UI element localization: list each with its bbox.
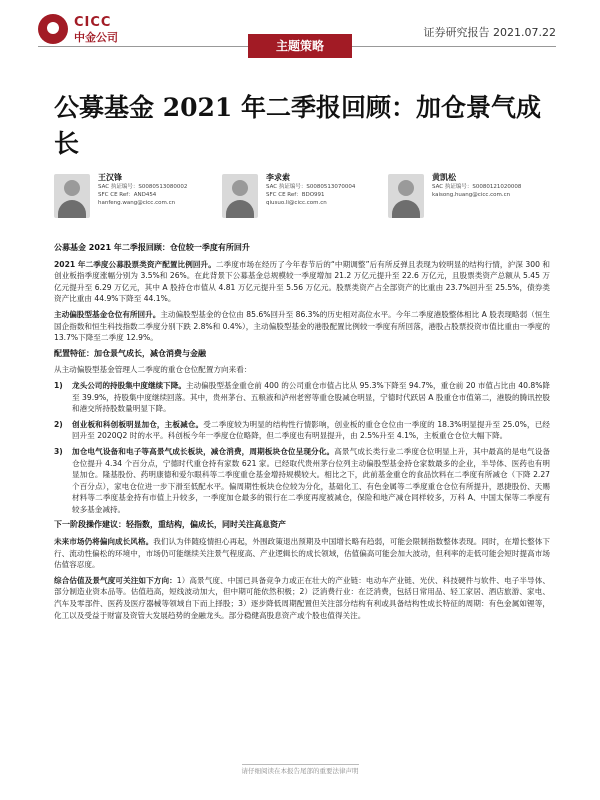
report-type-date: 证券研究报告 2021.07.22 [423,26,556,39]
brand-en: CICC [74,15,112,30]
author-sac: SAC 执证编号：S0080513070004 [266,184,356,190]
topic-tag: 主题策略 [248,34,352,58]
author-photo-icon [54,174,90,218]
brand-cn: 中金公司 [74,31,118,44]
cicc-logo [38,14,158,44]
section-heading: 公募基金 2021 年二季报回顾：仓位较一季度有所回升 [54,243,250,252]
list-item: 1) 龙头公司的持股集中度继续下降。主动偏股型基金重仓前 400 的公司重仓市值占比从 95.3%下降至 94.7%，重仓前 20 市值占比由 40.8%降至 39.9%，持股集中度继续回落。其中，贵州茅台、五粮液和泸州老窖等重仓股减仓明显，宁德时代跃居 A 股重仓市值第二，港股的腾讯控股和港交所持股数量明显下降。 [54,380,551,414]
list-item: 2) 创业板和科创板明显加仓，主板减仓。受二季度较为明显的结构性行情影响，创业板的重仓仓位由一季度的 18.3%明显提升至 25.0%，已经回升至 2020Q2 时的水平。科创板今年一季度仓位略降，但二季度也有明显提升，由 2.5%升至 4.1%，主板重仓仓位大幅下降。 [54,419,551,441]
author-photo-icon [222,174,258,218]
author-photo-icon [388,174,424,218]
paragraph: 综合估值及景气度可关注如下方向：1）高景气度、中国已具备竞争力或正在壮大的产业链：电动车产业链、光伏、科技硬件与软件、电子半导体、部分制造业资本品等。估值趋高，短线波动加大，但中期可能依然积极；2）泛消费行业：在泛消费，包括日常用品、轻工家居、酒店旅游、家电、汽车及零部件、医药及医疗器械等领域自下而上择股；3）逐步降低周期配置但关注部分结构有利或具备结构性成长特征的周期：有色金属如锂等，化工以及受益于财富及资管大发展趋势的金融龙头。部分稳健高股息资产或个股也值得关注。 [54,575,551,620]
legal-notice-footer: 请仔细阅读在本报告尾部的重要法律声明 [0,766,600,775]
report-title: 公募基金 2021 年二季报回顾：加仓景气成长 [54,93,541,158]
list-item: 3) 加仓电气设备和电子等高景气成长板块，减仓消费，周期板块仓位呈现分化。高景气成长类行业二季度仓位明显上升，其中最高的是电气设备仓位提升 4.34 个百分点，宁德时代重仓持有家数 621 家。已经取代贵州茅台位列主动偏股型基金持仓家数最多的企业，半导体、医药也有明显加仓。隆基股份、药明康德和爱尔眼科等二季度重仓基金增持规模较大。相比之下，此前基金重仓的食品饮料在二季度有所减仓（下降 2.27 个百分点），家电仓位进一步下滑至低配水平。偏周期性板块仓位较为分化，基础化工、有色金属等二季度重仓仓位有所提升，恩捷股份、天赐材料等二季度基金持有市值上升较多，一季度加仓最多的银行在二季度再度被减仓，保险和地产减仓同样较多，万科 A、中国太保等二季度有较多基金减持。 [54,446,551,514]
report-body [54,240,550,625]
paragraph: 2021 年二季度公募股票类资产配置比例回升。二季度市场在经历了今年春节后的“中期调整”后有所反弹且表现为较明显的结构行情，沪深 300 和创业板指季度涨幅分别为 3.5%和 26%。在此背景下公募基金总规模较一季度增加 21.2 万亿元提升至 22.6 万亿元，且股票类资产总额从 5.45 万亿元提升至 6.29 万亿元，其中 A 股持仓市值从 4.81 万亿元提升至 5.56 万亿元。股票类资产占全部资产的比重由 23.7%回升至 25.5%，债券类资产比重由 44.9%下降至 44.1%。 [54,259,550,304]
author-sfc: SFC CE Ref：BDO991 [266,192,325,198]
cicc-logo-icon [38,14,68,44]
author-name: 李求索 [266,173,290,182]
author-email[interactable]: hanfeng.wang@cicc.com.cn [98,200,176,206]
section-heading: 下一阶段操作建议：轻指数，重结构，偏成长，同时关注高息资产 [54,520,286,530]
paragraph: 主动偏股型基金仓位有所回升。主动偏股型基金的仓位由 85.6%回升至 86.3%的历史相对高位水平。今年二季度港股整体相比 A 股表现略弱（恒生国企指数和恒生科技指数二季度分别下跌 2.8%和 0.4%），主动偏股型基金的港股配置比例较一季度有所回落，港股占股票投资市值比重由一季度的 13.7%下降至二季度 12.9%。 [54,309,550,343]
author-email[interactable]: qiusuo.li@cicc.com.cn [266,200,327,206]
author-sac: SAC 执证编号：S0080513080002 [98,184,188,190]
paragraph: 从主动偏股型基金管理人二季度的重仓仓位配置方向来看： [54,365,252,375]
paragraph: 未来市场仍将偏向成长风格。我们认为伴随疫情担心再起，外围政策退出预期及中国增长略有趋弱，可能会限制指数整体表现。同时，在增长整体下行、流动性偏松的环境中，市场仍可能继续关注景气程度高、产业逻辑长的成长领域，估值偏高可能会加大波动，但利率的走低可能会短时提高市场估值容忍度。 [54,537,551,570]
author-email[interactable]: kaisong.huang@cicc.com.cn [432,192,511,198]
author-name: 黄凯松 [432,173,456,182]
author-sac: SAC 执证编号：S0080121020008 [432,184,522,190]
author-sfc: SFC CE Ref：AND454 [98,192,157,198]
section-heading: 配置特征：加仓景气成长，减仓消费与金融 [54,348,206,358]
author-name: 王汉锋 [98,173,122,182]
